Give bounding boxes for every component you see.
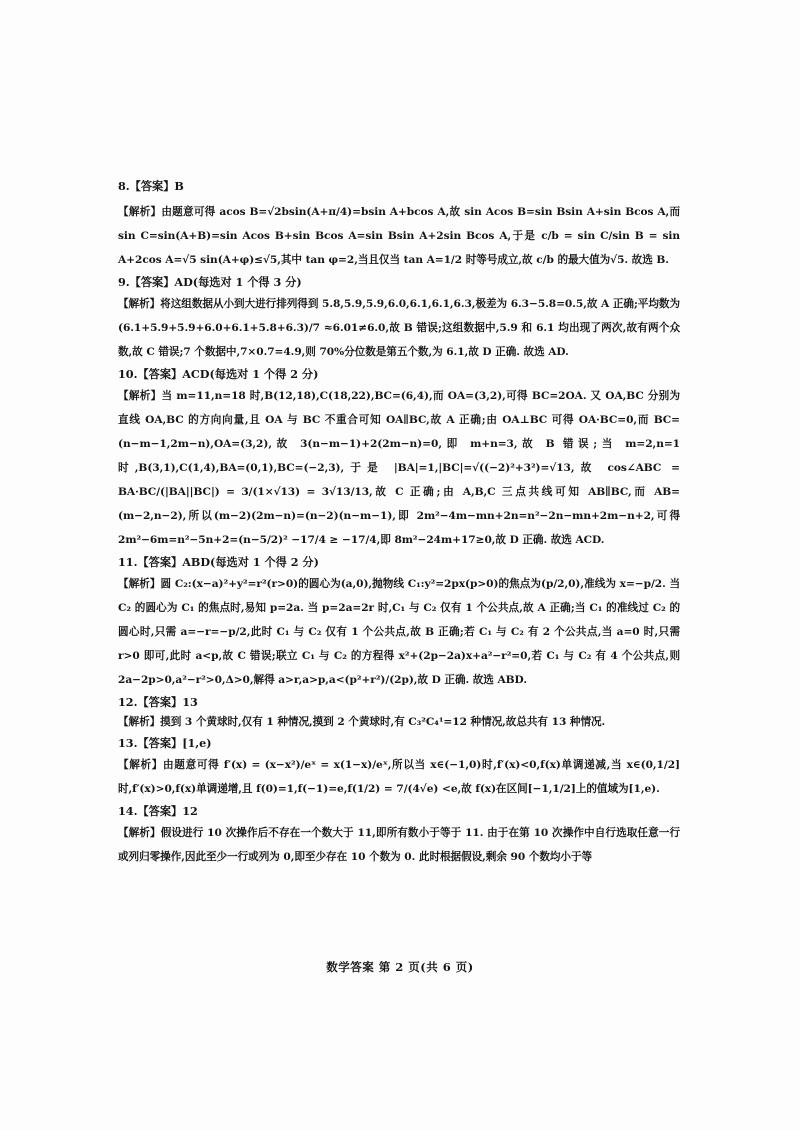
- question-14: [118, 801, 680, 869]
- question-12-analysis: 【解析】摸到 3 个黄球时,仅有 1 种情况,摸到 2 个黄球时,有 C₃²C₄¹=12 种情况,故总共有 13 种情况.: [118, 716, 606, 728]
- question-14-analysis: 【解析】假设进行 10 次操作后不存在一个数大于 11,即所有数小于等于 11. 由于在第 10 次操作中自行选取任意一行或列归零操作,因此至少一行或列为 0,即至少存在 10 个数为 0. 此时根据假设,剩余 90 个数均小于等: [118, 827, 680, 863]
- question-8-answer: 8.【答案】B: [118, 179, 184, 193]
- question-8: [118, 176, 680, 272]
- question-11: [118, 552, 680, 692]
- question-13: [118, 733, 680, 801]
- question-11-analysis: 【解析】圆 C₂:(x−a)²+y²=r²(r>0)的圆心为(a,0),抛物线 C₁:y²=2px(p>0)的焦点为(p/2,0),准线为 x=−p/2. 当 C₂ 的圆心为 C₁ 的焦点时,易知 p=2a. 当 p=2a=2r 时,C₁ 与 C₂ 仅有 1 个公共点,故 A 正确;当 C₁ 的准线过 C₂ 的圆心时,只需 a=−r=−p/2,此时 C₁ 与 C₂ 仅有 1 个公共点,故 B 正确;若 C₁ 与 C₂ 有 2 个公共点,当 a=0 时,只需 r>0 即可,此时 a<p,故 C 错误;联立 C₁ 与 C₂ 的方程得 x²+(2p−2a)x+a²−r²=0,若 C₁ 与 C₂ 有 4 个公共点,则 2a−2p>0,a²−r²>0,Δ>0,解得 a>r,a>p,a<(p²+r²)/(2p),故 D 正确. 故选 ABD.: [118, 578, 680, 686]
- question-14-answer: 14.【答案】12: [118, 804, 198, 818]
- question-9-answer: 9.【答案】AD(每选对 1 个得 3 分): [118, 275, 302, 289]
- question-10-analysis: 【解析】当 m=11,n=18 时,B(12,18),C(18,22),BC=(6,4),而 OA=(3,2),可得 BC=2OA. 又 OA,BC 分别为直线 OA,BC 的方向向量,且 OA 与 BC 不重合可知 OA∥BC,故 A 正确;由 OA⊥BC 可得 OA·BC=0,而 BC=(n−m−1,2m−n),OA=(3,2),故 3(n−m−1)+2(2m−n)=0,即 m+n=3,故 B 错误;当 m=2,n=1 时,B(3,1),C(1,4),BA=(0,1),BC=(−2,3),于是 |BA|=1,|BC|=√((−2)²+3²)=√13,故 cos∠ABC = BA·BC/(|BA||BC|) = 3/(1×√13) = 3√13/13,故 C 正确;由 A,B,C 三点共线可知 AB∥BC,而 AB=(m−2,n−2),所以(m−2)(2m−n)=(n−2)(n−m−1),即 2m²−4m−mn+2n=n²−2n−mn+2m−n+2,可得 2m²−6m=n²−5n+2=(n−5/2)² −17/4 ≥ −17/4,即 8m²−24m+17≥0,故 D 正确. 故选 ACD.: [118, 390, 680, 546]
- question-9: [118, 272, 680, 364]
- question-9-analysis: 【解析】将这组数据从小到大进行排列得到 5.8,5.9,5.9,6.0,6.1,6.1,6.3,极差为 6.3−5.8=0.5,故 A 正确;平均数为 (6.1+5.9+5.9+6.0+6.1+5.8+6.3)/7 ≈6.01≠6.0,故 B 错误;这组数据中,5.9 和 6.1 均出现了两次,故有两个众数,故 C 错误;7 个数据中,7×0.7=4.9,则 70%分位数是第五个数,为 6.1,故 D 正确. 故选 AD.: [118, 298, 680, 358]
- question-10: [118, 364, 680, 552]
- question-13-answer: 13.【答案】[1,e): [118, 736, 212, 750]
- page-footer: 数学答案 第 2 页(共 6 页): [326, 960, 474, 974]
- question-13-analysis: 【解析】由题意可得 f′(x) = (x−x²)/eˣ = x(1−x)/eˣ,所以当 x∈(−1,0)时,f′(x)<0,f(x)单调递减,当 x∈(0,1/2]时,f′(x)>0,f(x)单调递增,且 f(0)=1,f(−1)=e,f(1/2) = 7/(4√e) <e,故 f(x)在区间[−1,1/2]上的值域为[1,e).: [118, 759, 680, 795]
- question-11-answer: 11.【答案】ABD(每选对 1 个得 2 分): [118, 555, 319, 569]
- question-12-answer: 12.【答案】13: [118, 695, 198, 709]
- question-12: [118, 692, 680, 733]
- answer-content: [118, 176, 680, 869]
- question-8-analysis: 【解析】由题意可得 acos B=√2bsin(A+π/4)=bsin A+bcos A,故 sin Acos B=sin Bsin A+sin Bcos A,而 sin C=sin(A+B)=sin Acos B+sin Bcos A=sin Bsin A+2sin Bcos A,于是 c/b = sin C/sin B = sin A+2cos A=√5 sin(A+φ)≤√5,其中 tan φ=2,当且仅当 tan A=1/2 时等号成立,故 c/b 的最大值为√5. 故选 B.: [118, 206, 680, 266]
- question-10-answer: 10.【答案】ACD(每选对 1 个得 2 分): [118, 367, 319, 381]
